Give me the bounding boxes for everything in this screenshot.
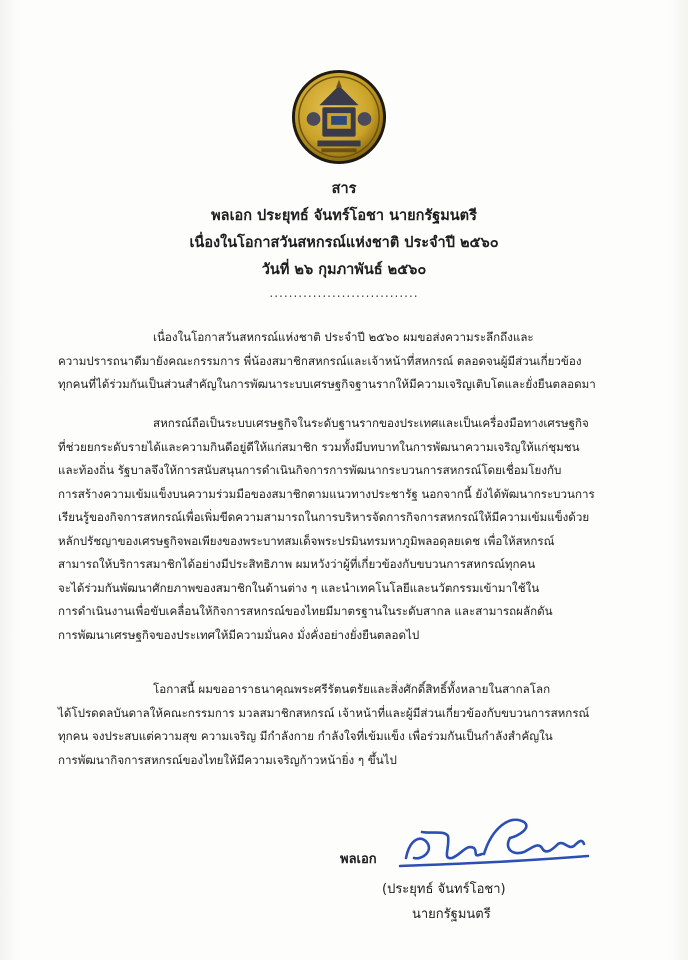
paragraph-2: [58, 412, 654, 647]
paragraph-line: ที่ช่วยยกระดับรายได้และความกินดีอยู่ดีให้แก่สมาชิก รวมทั้งมีบทบาทในการพัฒนาความเจริญให้แก่ชุมชน: [58, 439, 580, 454]
paragraph-line: เรียนรู้ของกิจการสหกรณ์เพื่อเพิ่มขีดความสามารถในการบริหารจัดการกิจการสหกรณ์ให้มีความเข้มแข็งด้วย: [58, 510, 590, 524]
letter-heading: [0, 176, 688, 284]
date-line: วันที่ ๒๖ กุมภาพันธ์ ๒๕๖๐: [261, 262, 427, 278]
paragraph-line: และท้องถิ่น รัฐบาลจึงให้การสนับสนุนการดำเนินกิจการการพัฒนากระบวนการสหกรณ์โดยเชื่อมโยงกับ: [58, 463, 562, 477]
paragraph-3: [58, 678, 654, 772]
paragraph-line: เนื่องในโอกาสวันสหกรณ์แห่งชาติ ประจำปี ๒๕๖๐ ผมขอส่งความระลึกถึงและ: [153, 330, 534, 344]
paragraph-line: การสร้างความเข้มแข็งบนความร่วมมือของสมาชิกตามแนวทางประชารัฐ นอกจากนี้ ยังได้พัฒนากระบวนการ: [58, 486, 595, 501]
handwritten-signature: [392, 808, 592, 880]
paragraph-1: [58, 326, 654, 397]
paragraph-line: การพัฒนาเศรษฐกิจของประเทศให้มีความมั่นคง มั่งคั่งอย่างยั่งยืนตลอดไป: [58, 627, 420, 642]
paragraph-line: การพัฒนากิจการสหกรณ์ของไทยให้มีความเจริญก้าวหน้ายิ่ง ๆ ขึ้นไป: [58, 752, 397, 767]
paragraph-line: สามารถให้บริการสมาชิกได้อย่างมีประสิทธิภาพ ผมหวังว่าผู้ที่เกี่ยวข้องกับขบวนการสหกรณ์ทุกคน: [58, 557, 536, 571]
paragraph-line: โอกาสนี้ ผมขออาราธนาคุณพระศรีรัตนตรัยและสิ่งศักดิ์สิทธิ์ทั้งหลายในสากลโลก: [153, 682, 551, 696]
government-emblem-icon: [290, 68, 388, 166]
signature-rank: พลเอก: [340, 852, 377, 867]
paragraph-line: สหกรณ์ถือเป็นระบบเศรษฐกิจในระดับฐานรากของประเทศและเป็นเครื่องมือทางเศรษฐกิจ: [153, 416, 589, 430]
occasion-line: เนื่องในโอกาสวันสหกรณ์แห่งชาติ ประจำปี ๒๕๖๐: [189, 235, 499, 251]
paragraph-line: จะได้ร่วมกันพัฒนาศักยภาพของสมาชิกในด้านต่าง ๆ และนำเทคโนโลยีและนวัตกรรมเข้ามาใช้ใน: [58, 580, 540, 595]
letter-label: สาร: [331, 181, 357, 197]
signatory-title: นายกรัฐมนตรี: [412, 907, 491, 922]
paragraph-line: การดำเนินงานเพื่อขับเคลื่อนให้กิจการสหกรณ์ของไทยมีมาตรฐานในระดับสากล และสามารถผลักดัน: [58, 604, 553, 618]
paragraph-line: ทุกคนที่ได้ร่วมกันเป็นส่วนสำคัญในการพัฒนาระบบเศรษฐกิจฐานรากให้มีความเจริญเติบโตและยั่งยืนตลอดมา: [58, 377, 596, 391]
paragraph-line: ความปรารถนาดีมายังคณะกรรมการ พี่น้องสมาชิกสหกรณ์และเจ้าหน้าที่สหกรณ์ ตลอดจนผู้มีส่วนเกี่ยวข้อง: [58, 353, 582, 368]
sender-line: พลเอก ประยุทธ์ จันทร์โอชา นายกรัฐมนตรี: [211, 208, 477, 224]
signatory-name: (ประยุทธ์ จันทร์โอชา): [382, 882, 506, 897]
paragraph-line: ได้โปรดดลบันดาลให้คณะกรรมการ มวลสมาชิกสหกรณ์ เจ้าหน้าที่และผู้มีส่วนเกี่ยวข้องกับขบวนการสหกรณ์: [58, 705, 590, 720]
divider: ...............................: [269, 286, 419, 300]
paragraph-line: หลักปรัชญาของเศรษฐกิจพอเพียงของพระบาทสมเด็จพระปรมินทรมหาภูมิพลอดุลยเดช เพื่อให้สหกรณ์: [58, 533, 555, 548]
paragraph-line: ทุกคน จงประสบแต่ความสุข ความเจริญ มีกำลังกาย กำลังใจที่เข้มแข็ง เพื่อร่วมกันเป็นกำลังสำคัญใน: [58, 729, 553, 743]
